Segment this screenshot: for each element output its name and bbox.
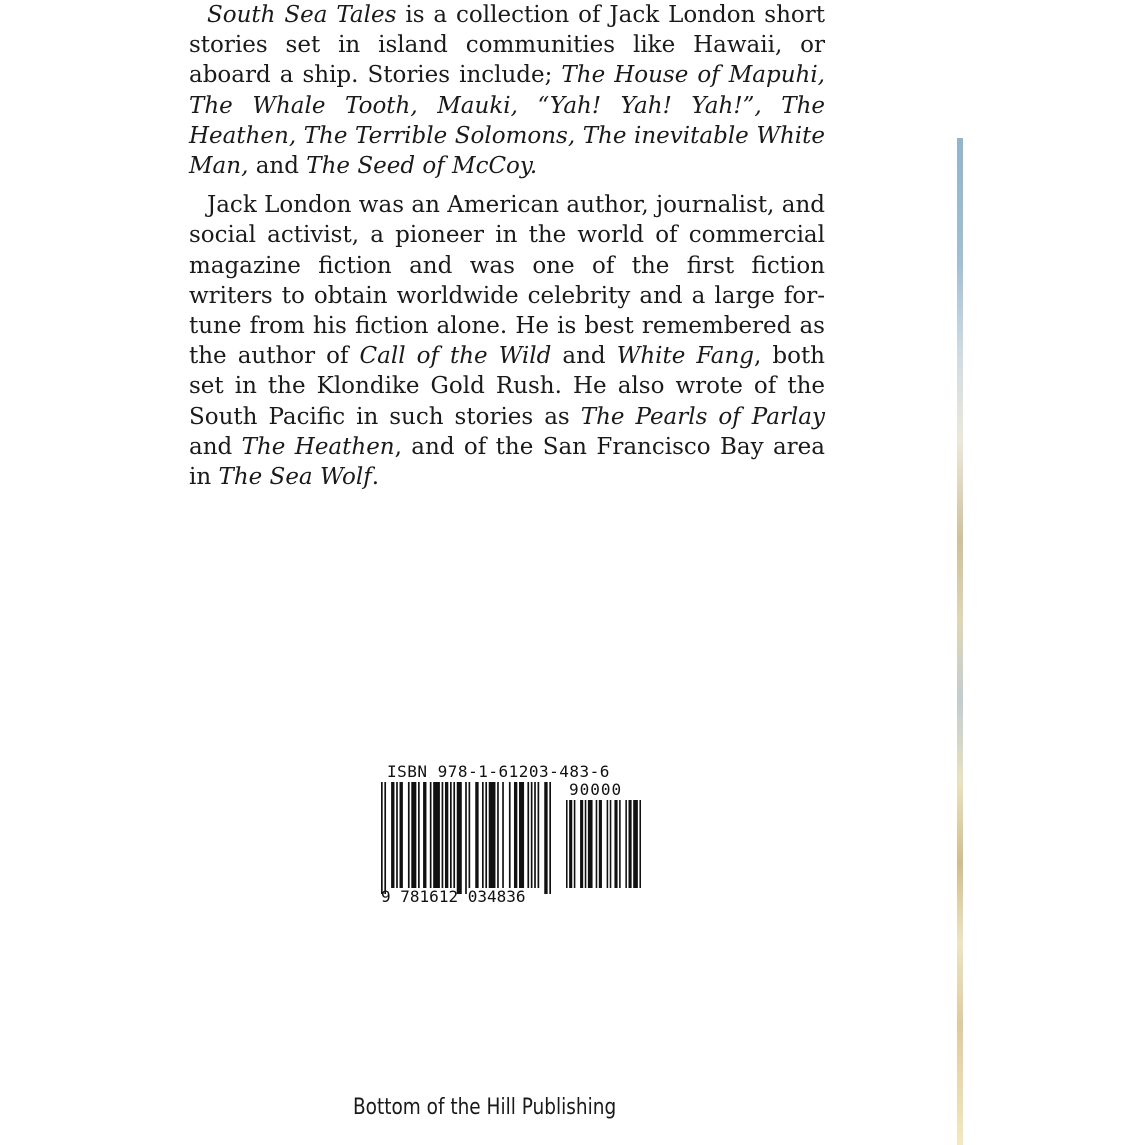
barcode-bar — [534, 782, 536, 888]
isbn-label: ISBN 978-1-61203-483-6 — [387, 762, 610, 781]
barcode-bar — [453, 782, 455, 888]
spine-edge-strip — [957, 138, 963, 1145]
story-list: The House of Mapuhi, The Whale Tooth, Mauki, “Yah! Yah! Yah!”, The Heathen, The Terrible Solomons, The inevitable White Man, — [189, 62, 825, 180]
barcode-bar — [619, 800, 621, 888]
barcode-bar — [610, 800, 612, 888]
barcode-bar — [519, 782, 524, 888]
barcode-bar — [633, 800, 638, 888]
barcode-bar — [381, 782, 383, 894]
isbn-barcode — [381, 762, 643, 912]
barcode-bar — [465, 782, 467, 894]
barcode-bar — [569, 800, 572, 888]
barcode-bar — [509, 782, 511, 888]
blurb-paragraph-2: Jack London was an American author, journalist, and social activist, a pioneer in the world of commercial magazine fiction and was one of the first fiction writers to obtain worldwide celebrity and a large fortune from his fiction alone. He is best remembered as the author of Call of the Wild and White Fang, both set in the Klondike Gold Rush. He also wrote of the South Pacific in such stories as The Pearls of Parlay and The Heathen, and of the San Francisco Bay area in The Sea Wolf. — [189, 192, 825, 491]
barcode-bar — [588, 800, 593, 888]
barcode-bar — [639, 800, 641, 888]
barcode-bar — [599, 800, 602, 888]
barcode-bar — [457, 782, 462, 894]
barcode-bar — [450, 782, 452, 888]
barcode-bar — [400, 782, 403, 888]
barcode-bar — [489, 782, 496, 888]
barcode-bar — [433, 782, 440, 888]
barcode-bar — [482, 782, 484, 888]
barcode-bar — [445, 782, 448, 888]
back-cover-blurb — [189, 0, 825, 492]
book-title: White Fang — [616, 343, 755, 370]
barcode-bar — [531, 782, 533, 888]
barcode-bar — [502, 782, 504, 888]
story-title: The Seed of McCoy. — [306, 153, 538, 180]
barcode-bar — [475, 782, 478, 888]
barcode-bar — [544, 782, 547, 894]
barcode-bar — [625, 800, 627, 888]
barcode-bar — [574, 800, 576, 888]
barcode-bar — [469, 782, 471, 888]
barcode-bar — [596, 800, 598, 888]
barcode-bar — [391, 782, 394, 888]
barcode-bar — [396, 782, 398, 888]
barcode-bar — [566, 800, 568, 888]
barcode-bar — [411, 782, 416, 888]
book-title: The Heathen — [241, 433, 395, 460]
barcode-bar — [442, 782, 444, 888]
barcode-bar — [408, 782, 410, 888]
barcode-bar — [485, 782, 487, 888]
barcode-bar — [549, 782, 551, 894]
publisher-name: Bottom of the Hill Publishing — [353, 1095, 617, 1120]
addon-barcode-bars — [566, 800, 641, 888]
barcode-bar — [514, 782, 517, 888]
barcode-bar — [607, 800, 609, 888]
book-title: Call of the Wild — [359, 343, 552, 370]
blurb-paragraph-1: South Sea Tales is a collection of Jack London short stories set in island communities like Hawaii, or aboard a ship. Stories include; The House of Mapuhi, The Whale Tooth, Mauki, “Yah! Yah! Yah!”, The Heathen, The Terrible Solomons, The inevitable White Man, and The Seed of McCoy. — [189, 2, 825, 180]
barcode-bar — [538, 782, 540, 888]
barcode-bar — [384, 782, 386, 894]
price-code: 90000 — [569, 780, 623, 799]
barcode-bar — [629, 800, 632, 888]
barcode-bar — [585, 800, 587, 888]
book-title: The Pearls of Parlay — [580, 403, 825, 430]
ean-digits: 9 781612 034836 — [381, 887, 526, 906]
book-title: The Sea Wolf — [218, 464, 372, 491]
barcode-bar — [430, 782, 432, 888]
barcode-bar — [614, 800, 617, 888]
barcode-bar — [423, 782, 426, 888]
barcode-bar — [418, 782, 420, 888]
book-title: South Sea Tales — [207, 2, 397, 28]
barcode-bar — [580, 800, 583, 888]
barcode-bar — [527, 782, 529, 888]
barcode-bar — [497, 782, 499, 888]
